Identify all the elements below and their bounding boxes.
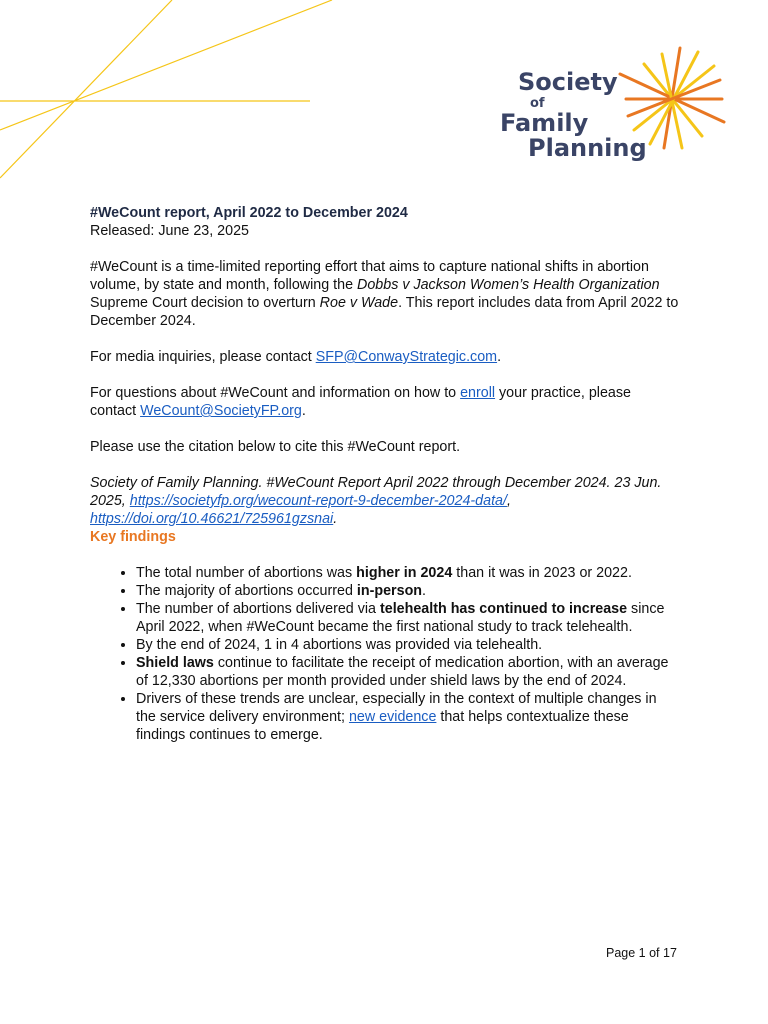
logo-text-planning: Planning <box>528 134 647 162</box>
case-name: Dobbs v Jackson Women’s Health Organization <box>357 277 660 293</box>
logo-text-family: Family <box>500 109 589 137</box>
release-date: Released: June 23, 2025 <box>90 223 249 239</box>
key-findings-heading: Key findings <box>90 529 176 545</box>
media-email-link[interactable]: SFP@ConwayStrategic.com <box>315 349 498 365</box>
intro-paragraph: #WeCount is a time-limited reporting effort that aims to capture national shifts in abortion volume, by state and month, following the Dobbs v Jackson Women’s Health Organization Supreme Court decision to overturn Roe v Wade. This report includes data from April 2022 to December 2024. <box>90 259 679 329</box>
logo-text-society: Society <box>518 68 618 96</box>
list-item: • The total number of abortions was higher in 2024 than it was in 2023 or 2022. <box>136 564 680 582</box>
roe-v-wade: Roe v Wade <box>319 295 399 311</box>
key-findings-list <box>90 564 680 744</box>
questions-paragraph: For questions about #WeCount and information on how to enroll your practice, please contact WeCount@SocietyFP.org. <box>90 385 631 419</box>
decorative-corner-lines <box>0 0 340 190</box>
list-item: • Drivers of these trends are unclear, especially in the context of multiple changes in the service delivery environment; new evidence that helps contextualize these findings continues to emerge. <box>136 690 680 744</box>
page-number: Page 1 of 17 <box>606 946 677 960</box>
list-item: • Shield laws continue to facilitate the receipt of medication abortion, with an average of 12,330 abortions per month provided under shield laws by the end of 2024. <box>136 654 680 690</box>
new-evidence-link[interactable]: new evidence <box>348 709 437 725</box>
citation-intro: Please use the citation below to cite this #WeCount report. <box>90 439 461 455</box>
report-title: #WeCount report, April 2022 to December 2024 <box>90 205 408 221</box>
citation-url-link[interactable]: https://societyfp.org/wecount-report-9-december-2024-data/ <box>129 493 507 509</box>
enroll-link[interactable]: enroll <box>460 385 496 401</box>
report-body <box>90 204 680 744</box>
citation-doi-link[interactable]: https://doi.org/10.46621/725961gzsnai <box>90 511 334 527</box>
sfp-logo <box>498 44 738 164</box>
list-item: • The majority of abortions occurred in-person. <box>136 582 680 600</box>
citation-block: Society of Family Planning. #WeCount Report April 2022 through December 2024. 23 Jun. 2025, https://societyfp.org/wecount-report-9-december-2024-data/, https://doi.org/10.46621/725961gzsnai. <box>90 475 662 527</box>
list-item: • The number of abortions delivered via telehealth has continued to increase since April 2022, when #WeCount became the first national study to track telehealth. <box>136 600 680 636</box>
logo-text-of: of <box>530 96 545 111</box>
wecount-email-link[interactable]: WeCount@SocietyFP.org <box>140 403 302 419</box>
media-paragraph: For media inquiries, please contact SFP@ConwayStrategic.com. <box>90 349 502 365</box>
list-item: • By the end of 2024, 1 in 4 abortions was provided via telehealth. <box>136 636 680 654</box>
